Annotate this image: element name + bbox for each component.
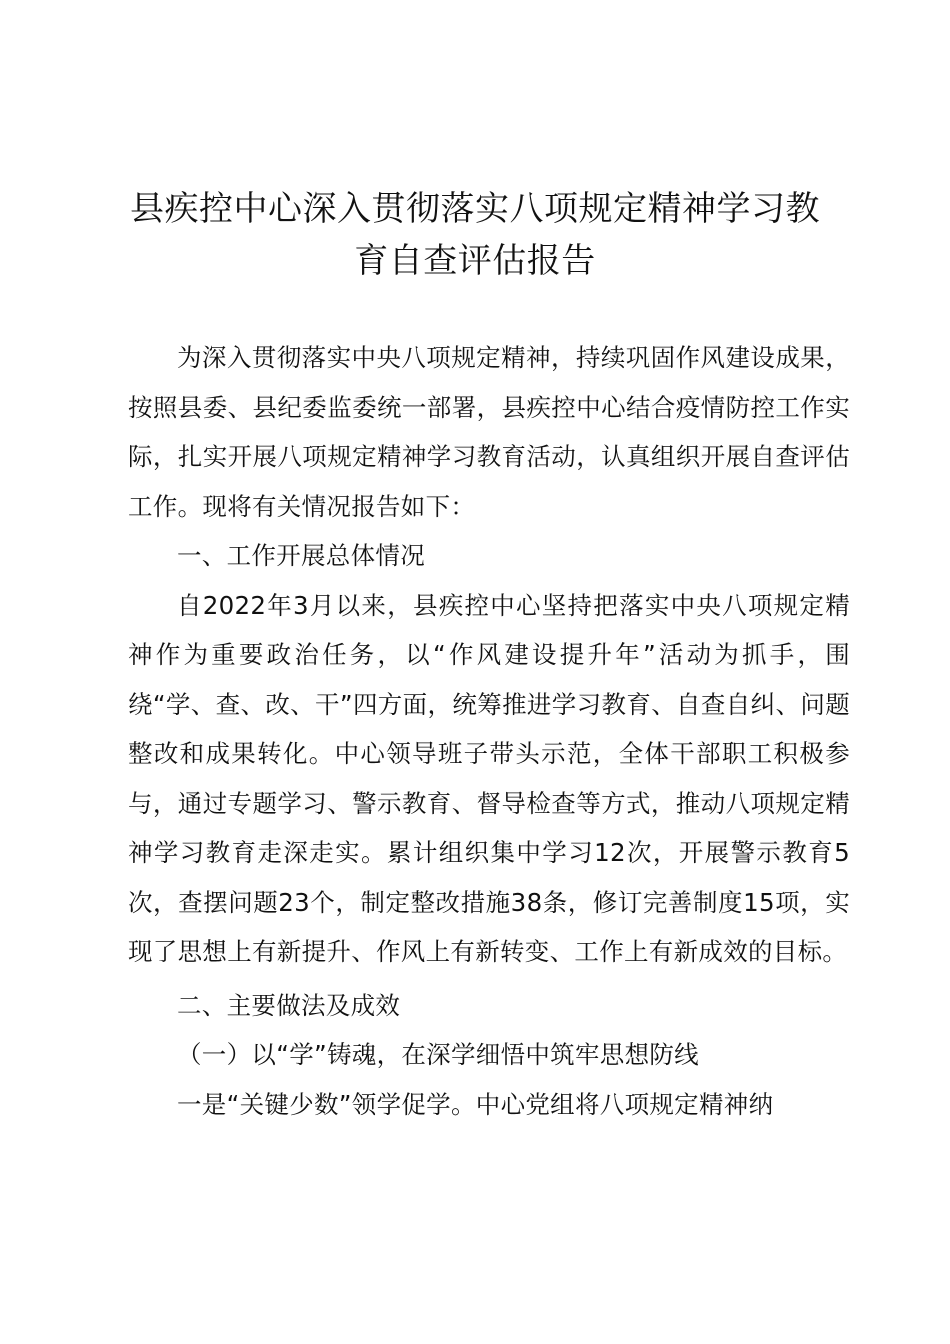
- title-line-2: 育自查评估报告: [354, 241, 596, 281]
- document-title: [100, 183, 850, 287]
- overview-paragraph: 自2022年3月以来，县疾控中心坚持把落实中央八项规定精神作为重要政治任务，以“作风建设提升年”活动为抓手，围绕“学、查、改、干”四方面，统筹推进学习教育、自查自纠、问题整改和成果转化。中心领导班子带头示范，全体干部职工积极参与，通过专题学习、警示教育、督导检查等方式，推动八项规定精神学习教育走深走实。累计组织集中学习12次，开展警示教育5次，查摆问题23个，制定整改措施38条，修订完善制度15项，实现了思想上有新提升、作风上有新转变、工作上有新成效的目标。: [128, 590, 850, 966]
- practice-paragraph-1: 一是“关键少数”领学促学。中心党组将八项规定精神纳: [177, 1089, 774, 1119]
- document-body: [128, 333, 850, 1129]
- title-line-1: 县疾控中心深入贯彻落实八项规定精神学习教: [130, 189, 820, 229]
- section-heading-1: 一、工作开展总体情况: [177, 541, 425, 570]
- intro-paragraph: 为深入贯彻落实中央八项规定精神，持续巩固作风建设成果，按照县委、县纪委监委统一部署，县疾控中心结合疫情防控工作实际，扎实开展八项规定精神学习教育活动，认真组织开展自查评估工作。现将有关情况报告如下：: [128, 343, 850, 521]
- subsection-heading-1: （一）以“学”铸魂，在深学细悟中筑牢思想防线: [177, 1040, 699, 1069]
- section-heading-2: 二、主要做法及成效: [177, 990, 401, 1020]
